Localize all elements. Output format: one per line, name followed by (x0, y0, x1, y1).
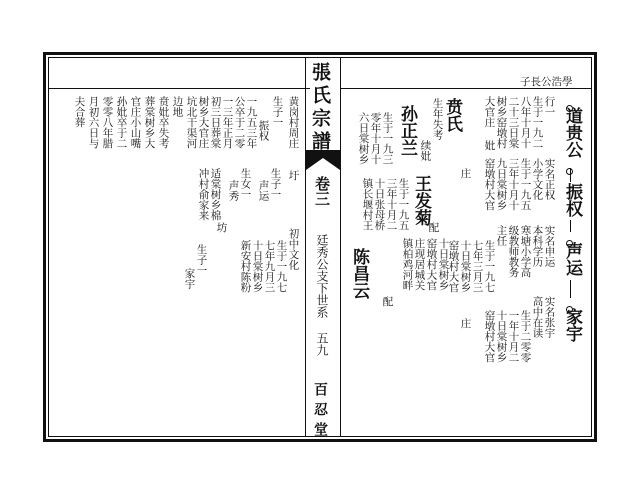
spouse-name-3: 王发菊 (411, 175, 431, 226)
right-col-7: 实名正权 (543, 158, 556, 200)
hall-name: 百忍堂 (312, 382, 328, 442)
far-col-c: 振权 (257, 120, 270, 141)
spouse3-line-c: 十日张母桥 (373, 178, 386, 231)
spouse1-line-b: 续妣 (419, 140, 432, 161)
mid-col-d: 十日棠树乡 (251, 240, 264, 293)
mid-col-b: 生于一九七 (275, 240, 288, 293)
gen-link-1 (570, 168, 571, 182)
right-col-19: 生于一九七 (483, 240, 496, 293)
spouse2-line-c: 六日棠树乡 (357, 112, 370, 165)
right-col-15: 本科学历 (531, 225, 544, 267)
right-col-8: 小学文化 (531, 158, 544, 200)
page-number: 五九 (315, 332, 329, 356)
mid-col-j: 声运 (257, 180, 270, 201)
mid-col-f: 坊 (215, 222, 228, 233)
mid-col-k: 生女一 (239, 168, 252, 200)
far-col-n: 零零八年腊 (101, 96, 114, 149)
gen-name-3: 声运 (562, 242, 582, 276)
right-col-11: 九日棠树乡 (495, 158, 508, 211)
genealogy-title: 張氏宗譜 (309, 62, 331, 154)
section-label: 廷秀公支下世系 (315, 234, 329, 318)
right-col-22: 窑墩村大官 (447, 240, 460, 293)
mid-col-l: 声秀 (227, 180, 240, 201)
spouse4-line-b: 窑墩村大官 (425, 238, 438, 291)
spouse3-line-d: 镇长堰村王 (361, 178, 374, 231)
mid-col-h: 家宇 (183, 268, 196, 289)
far-col-m: 孙妣卒于二 (115, 96, 128, 149)
gen-name-4: 家宇 (562, 308, 582, 342)
far-col-k: 葬棠树乡大 (143, 96, 156, 149)
right-col-1: 行一 (543, 96, 556, 117)
right-col-16: 寒塘小学高 (519, 225, 532, 278)
far-col-a: 黄岗村周庄 (287, 96, 300, 149)
spine-line-right (340, 57, 341, 437)
spouse-name-4: 陈昌云 (349, 248, 369, 299)
right-col-5: 树乡窑墩村 (495, 96, 508, 149)
right-col-6b: 妣 (483, 140, 496, 151)
right-col-2: 生于一九二 (531, 96, 544, 149)
spouse-name-2: 孙正兰 (397, 105, 417, 156)
spouse1-line-a: 生年失考 (431, 98, 444, 140)
mid-col-i: 生子一 (269, 168, 282, 200)
far-col-e: 公卒于二零 (233, 96, 246, 149)
spouse4-line-a: 十日棠树乡 (437, 238, 450, 291)
right-col-3: 八年十月十 (519, 96, 532, 149)
far-col-f: 一三年正月 (221, 96, 234, 149)
right-col-27: 一年十月二 (507, 310, 520, 363)
gen-name-1: 道贵公 (562, 107, 582, 158)
spouse-name-1: 贲氏 (442, 98, 462, 132)
gen-link-2 (570, 220, 571, 232)
mid-col-n: 冲村俞家来 (197, 168, 210, 221)
far-col-o: 月初六日与 (87, 96, 100, 149)
spouse3-line-a: 生于一九五 (397, 178, 410, 231)
right-col-24: 实名张宇 (543, 296, 556, 338)
right-col-14: 实名申运 (543, 225, 556, 267)
right-col-21: 十日棠树乡 (459, 240, 472, 293)
right-col-6: 大官庄 (483, 96, 496, 128)
mid-col-e: 新安村陈粉 (239, 240, 252, 293)
volume-label: 卷三 (313, 176, 331, 206)
gen-name-2: 振权 (562, 183, 582, 217)
far-col-d: 一九五三年 (245, 96, 258, 149)
header-right-label: 子長公浩學 (520, 76, 573, 88)
far-col-j: 边地 (171, 96, 184, 117)
spine-line-left (305, 57, 306, 437)
right-col-20: 七年三月三 (471, 240, 484, 293)
spouse4-line-c: 庄现居城关 (413, 238, 426, 291)
right-col-25: 高中在读 (531, 296, 544, 338)
header-rule-left (48, 88, 310, 89)
right-col-18: 主任 (495, 225, 508, 246)
spouse4-pei: 配 (381, 296, 394, 307)
right-col-28: 十日棠树乡 (495, 310, 508, 363)
right-col-13: 庄 (459, 168, 472, 179)
spouse2-line-a: 生于一九三 (381, 112, 394, 165)
spouse3-line-b: 三年十月二 (385, 178, 398, 231)
spouse4-line-d: 镇柏鸡河畔 (401, 238, 414, 291)
far-col-p: 夫合葬 (73, 96, 86, 128)
right-col-26: 生于二零零 (519, 310, 532, 363)
right-col-29: 窑墩村大官 (483, 310, 496, 363)
far-col-h: 树乡大官庄 (197, 96, 210, 149)
gen-link-3 (570, 280, 571, 298)
mid-col-a: 初中文化 (287, 228, 300, 270)
spouse2-line-b: 零年十月十 (369, 112, 382, 165)
right-col-12: 窑墩村大官 (483, 158, 496, 211)
spouse3-pei: 配 (427, 222, 440, 233)
right-col-10: 三年十月十 (507, 158, 520, 211)
far-col-r: 圩 (287, 170, 300, 181)
far-col-g: 初三日葬棠 (209, 96, 222, 149)
right-col-4: 二十三日棠 (507, 96, 520, 149)
far-col-l: 官庄小山嘴 (129, 96, 142, 149)
far-col-q: 贲妣卒失考 (157, 96, 170, 149)
right-col-23: 庄 (459, 318, 472, 329)
far-col-b: 生子一 (271, 96, 284, 128)
far-col-i: 坑北干渠河 (185, 96, 198, 149)
mid-col-m: 适棠树乡棉 (209, 168, 222, 221)
right-col-9: 生于一九五 (519, 158, 532, 211)
right-col-17: 级教师教务 (507, 225, 520, 278)
mid-col-g: 生子一 (195, 244, 208, 276)
mid-col-c: 七年九月三 (263, 240, 276, 293)
